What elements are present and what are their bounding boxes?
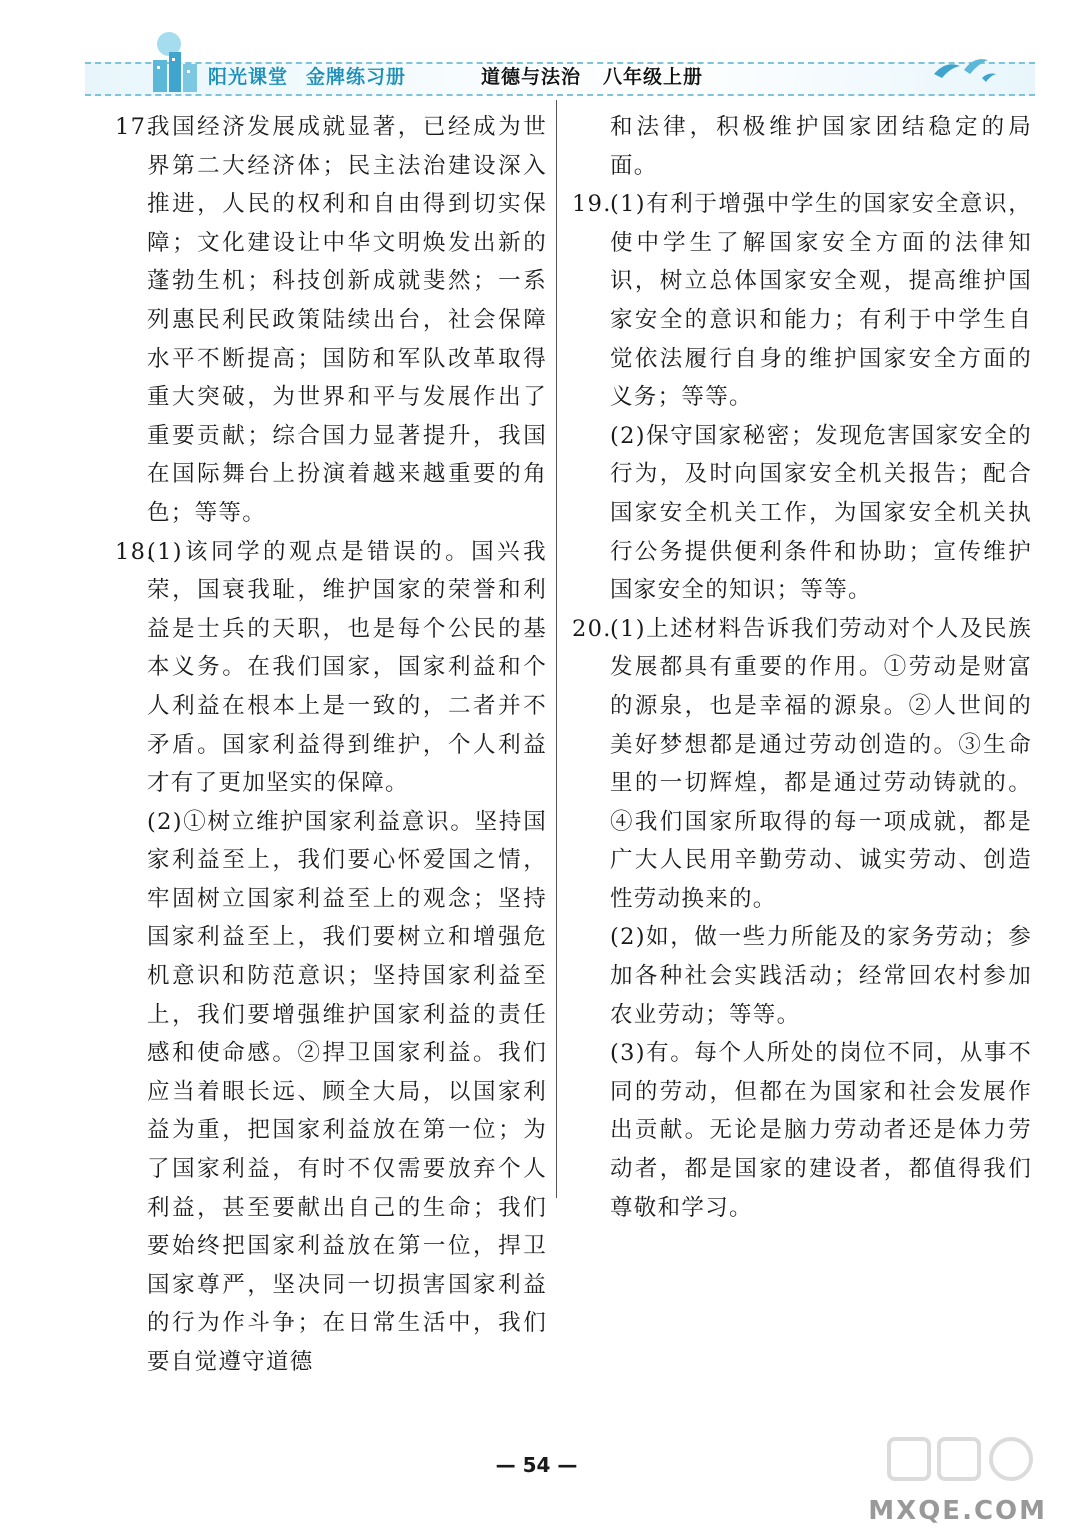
series-name-1: 阳光课堂 [208, 66, 289, 88]
answer-17 [115, 108, 547, 533]
answer-text: (2)①树立维护国家利益意识。坚持国家利益至上，我们要心怀爱国之情，牢固树立国家利益至上的观念；坚持国家利益至上，我们要树立和增强危机意识和防范意识；坚持国家利益至上，我们要增强维护国家利益的责任感和使命感。②捍卫国家利益。我们应当着眼长远、顾全大局，以国家利益为重，把国家利益放在第一位；为了国家利益，有时不仅需要放弃个人利益，甚至要献出自己的生命；我们要始终把国家利益放在第一位，捍卫国家尊严，坚决同一切损害国家利益的行为作斗争；在日常生活中，我们要自觉遵守道德 [147, 808, 547, 1375]
answer-text: (1)有利于增强中学生的国家安全意识，使中学生了解国家安全方面的法律知识，树立总体国家安全观，提高维护国家安全的意识和能力；有利于中学生自觉依法履行自身的维护国家安全方面的义务；等等。 [610, 191, 1032, 411]
answer-18-part-1 [115, 533, 547, 803]
answer-number: 18. [115, 538, 155, 565]
answer-number: 17. [115, 114, 155, 140]
subject-name: 道德与法治 [481, 66, 582, 88]
page-number: — 54 — [495, 1453, 578, 1477]
answer-text: 我国经济发展成就显著，已经成为世界第二大经济体；民主法治建设深入推进，人民的权利和自由得到切实保障；文化建设让中华文明焕发出新的蓬勃生机；科技创新成就斐然；一系列惠民利民政策陆续出台，社会保障水平不断提高；国防和军队改革取得重大突破，为世界和平与发展作出了重要贡献；综合国力显著提升，我国在国际舞台上扮演着越来越重要的角色；等等。 [147, 114, 547, 526]
page-header [85, 30, 1035, 100]
answer-18-part-2 [115, 803, 547, 1382]
subject-title [481, 62, 725, 89]
grade-name: 八年级上册 [603, 66, 704, 88]
answer-text: (2)如，做一些力所能及的家务劳动；参加各种社会实践活动；经常回农村参加农业劳动；等等。 [610, 924, 1032, 1028]
series-name-2: 金牌练习册 [306, 66, 407, 88]
answer-18-continuation [572, 108, 1032, 185]
series-title [208, 62, 424, 89]
answer-20-part-2 [572, 918, 1032, 1034]
answer-text: (3)有。每个人所处的岗位不同，从事不同的劳动，但都在为国家和社会发展作出贡献。无论是脑力劳动者还是体力劳动者，都是国家的建设者，都值得我们尊敬和学习。 [610, 1040, 1032, 1221]
answer-19-part-1 [572, 185, 1032, 417]
building-decoration-icon [145, 30, 205, 92]
birds-decoration-icon [930, 46, 1000, 86]
column-divider [556, 100, 557, 1198]
answer-text: (2)保守国家秘密；发现危害国家安全的行为，及时向国家安全机关报告；配合国家安全机关工作，为国家安全机关执行公务提供便利条件和协助；宣传维护国家安全的知识；等等。 [610, 422, 1032, 604]
answer-20-part-1 [572, 610, 1032, 919]
answer-20-part-3 [572, 1034, 1032, 1227]
right-column [572, 108, 1032, 1227]
answer-number: 20. [572, 615, 612, 642]
watermark-text: MXQE.COM [868, 1496, 1047, 1526]
answer-text: (1)上述材料告诉我们劳动对个人及民族发展都具有重要的作用。①劳动是财富的源泉，也是幸福的源泉。②人世间的美好梦想都是通过劳动创造的。③生命里的一切辉煌，都是通过劳动铸就的。④我们国家所取得的每一项成就，都是广大人民用辛勤劳动、诚实劳动、创造性劳动换来的。 [610, 615, 1032, 912]
left-column [115, 108, 547, 1382]
answer-number: 19. [572, 191, 612, 218]
answer-text: (1)该同学的观点是错误的。国兴我荣，国衰我耻，维护国家的荣誉和利益是士兵的天职，也是每个公民的基本义务。在我们国家，国家利益和个人利益在根本上是一致的，二者并不矛盾。国家利益得到维护，个人利益才有了更加坚实的保障。 [147, 538, 547, 797]
answer-text: 和法律，积极维护国家团结稳定的局面。 [610, 114, 1032, 179]
answer-19-part-2 [572, 417, 1032, 610]
